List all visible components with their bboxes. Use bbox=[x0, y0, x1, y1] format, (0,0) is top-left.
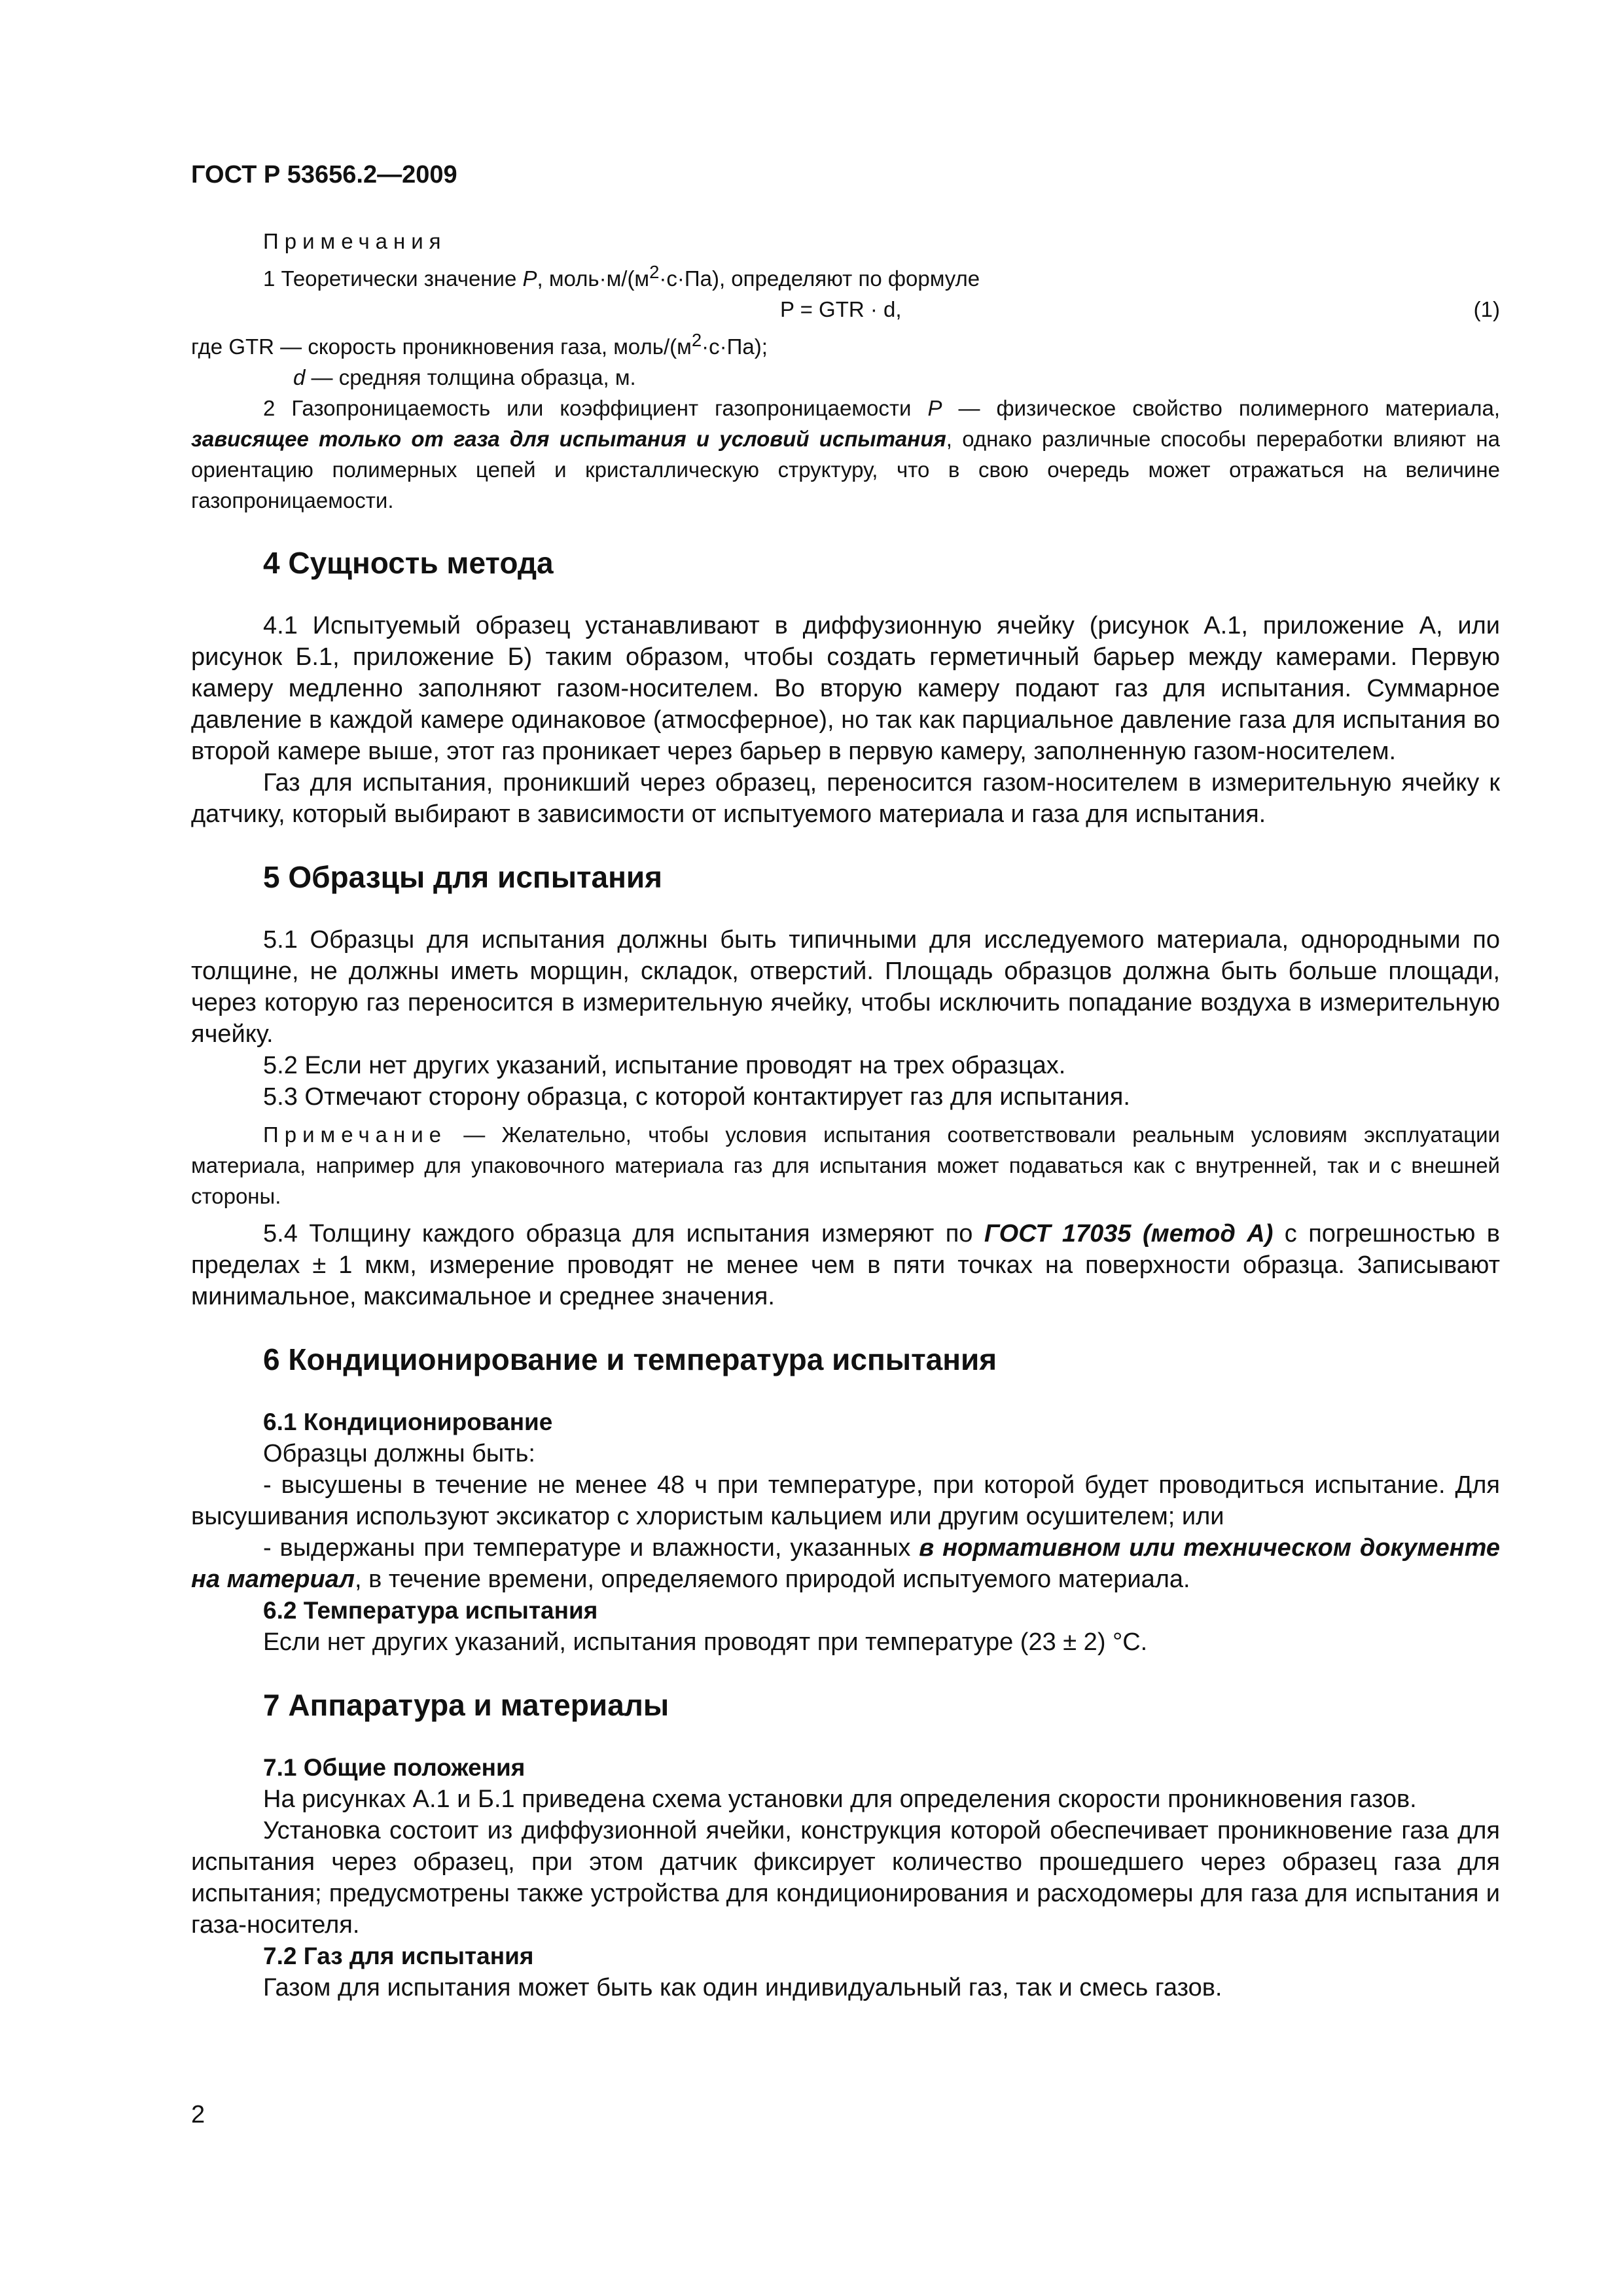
subsection-6-1-body bbox=[191, 1438, 1500, 1595]
paragraph-5-3: 5.3 Отмечают сторону образца, с которой контактирует газ для испытания. bbox=[263, 1083, 1130, 1111]
paragraph-7-1-a: На рисунках А.1 и Б.1 приведена схема установки для определения скорости проникновения газов. bbox=[263, 1785, 1417, 1813]
paragraph-7-1-b: Установка состоит из диффузионной ячейки, конструкция которой обеспечивает проникновение газа для испытания через образец, при этом датчик фиксирует количество прошедшего через образец газа для испытания; предусмотрены также устройства для кондиционирования и расходомеры для газа для испытания и газа-носителя. bbox=[191, 1817, 1500, 1939]
section-4-body bbox=[191, 610, 1500, 830]
note-2: 2 Газопроницаемость или коэффициент газопроницаемости P — физическое свойство полимерного материала, зависящее только от газа для испытания и условий испытания, однако различные способы переработки влияют на ориентацию полимерных цепей и кристаллическую структуру, что в свою очередь может отражаться на величине газопроницаемости. bbox=[191, 396, 1501, 512]
paragraph-4-1: 4.1 Испытуемый образец устанавливают в диффузионную ячейку (рисунок А.1, приложение А, или рисунок Б.1, приложение Б) таким образом, чтобы создать герметичный барьер между камерами. Первую камеру медленно заполняют газом-носителем. Во вторую камеру подают газ для испытания. Суммарное давление в каждой камере одинаковое (атмосферное), но так как парциальное давление газа для испытания во второй камере выше, этот газ проникает через барьер в первую камеру, заполненную газом-носителем. bbox=[191, 612, 1500, 765]
document-id-header: ГОСТ Р 53656.2—2009 bbox=[191, 161, 457, 188]
section-5-body bbox=[191, 924, 1500, 1113]
subsection-7-1-body bbox=[191, 1784, 1500, 1941]
page-number: 2 bbox=[191, 2101, 205, 2128]
section-6-title: 6 Кондиционирование и температура испытания bbox=[263, 1342, 997, 1376]
test-temperature-text: Если нет других указаний, испытания проводят при температуре (23 ± 2) °С. bbox=[263, 1628, 1148, 1656]
paragraph-7-2: Газом для испытания может быть как один индивидуальный газ, так и смесь газов. bbox=[263, 1974, 1222, 2001]
formula: P = GTR · d, bbox=[780, 297, 902, 321]
subsection-7-2-title: 7.2 Газ для испытания bbox=[263, 1943, 534, 1969]
paragraph-5-1: 5.1 Образцы для испытания должны быть типичными для исследуемого материала, однородными по толщине, не должны иметь морщин, складок, отверстий. Площадь образцов должна быть больше площади, через которую газ переносится в измерительную ячейку, чтобы исключить попадание воздуха в измерительную ячейку. bbox=[191, 926, 1500, 1048]
paragraph-5-4: 5.4 Толщину каждого образца для испытания измеряют по ГОСТ 17035 (метод А) с погрешностью в пределах ± 1 мкм, измерение проводят не менее чем в пяти точках на поверхности образца. Записывают минимальное, максимальное и среднее значения. bbox=[191, 1220, 1500, 1310]
subsection-6-2-title: 6.2 Температура испытания bbox=[263, 1597, 598, 1624]
notes-title: Примечания bbox=[263, 229, 447, 253]
page-content bbox=[191, 226, 1500, 2003]
paragraph-4-1-cont: Газ для испытания, проникший через образец, переносится газом-носителем в измерительную ячейку к датчику, который выбирают в зависимости от испытуемого материала и газа для испытания. bbox=[191, 769, 1500, 828]
subsection-7-1-title: 7.1 Общие положения bbox=[263, 1754, 526, 1781]
section-7-title: 7 Аппаратура и материалы bbox=[263, 1688, 669, 1722]
subsection-6-1-title: 6.1 Кондиционирование bbox=[263, 1408, 553, 1435]
formula-d-definition: d — средняя толщина образца, м. bbox=[293, 365, 636, 389]
conditioning-item-2: - выдержаны при температуре и влажности, указанных в нормативном или техническом документе на материал, в течение времени, определяемого природой испытуемого материала. bbox=[191, 1534, 1501, 1593]
section-4-title: 4 Сущность метода bbox=[263, 546, 554, 580]
paragraph-5-2: 5.2 Если нет других указаний, испытание проводят на трех образцах. bbox=[263, 1052, 1066, 1079]
formula-where: где GTR — скорость проникновения газа, моль/$(м^2\cdot с\cdot Па)$; bbox=[191, 330, 768, 359]
conditioning-item-1: - высушены в течение не менее 48 ч при температуре, при которой будет проводиться испытание. Для высушивания используют эксикатор с хлористым кальцием или другим осушителем; или bbox=[191, 1471, 1500, 1530]
section-5-title: 5 Образцы для испытания bbox=[263, 860, 662, 894]
note-1: 1 Теоретически значение P, $моль\cdot м/(м^2\cdot с\cdot Па)$, определяют по формуле bbox=[263, 262, 980, 291]
notes-block bbox=[191, 226, 1500, 516]
conditioning-intro: Образцы должны быть: bbox=[263, 1440, 535, 1467]
formula-number: (1) bbox=[1473, 297, 1500, 321]
formula-line bbox=[191, 294, 1500, 325]
section-5-note: Примечание — Желательно, чтобы условия испытания соответствовали реальным условиям эксплуатации материала, например для упаковочного материала газ для испытания может подаваться как с внутренней, так и с внешней стороны. bbox=[191, 1122, 1500, 1208]
